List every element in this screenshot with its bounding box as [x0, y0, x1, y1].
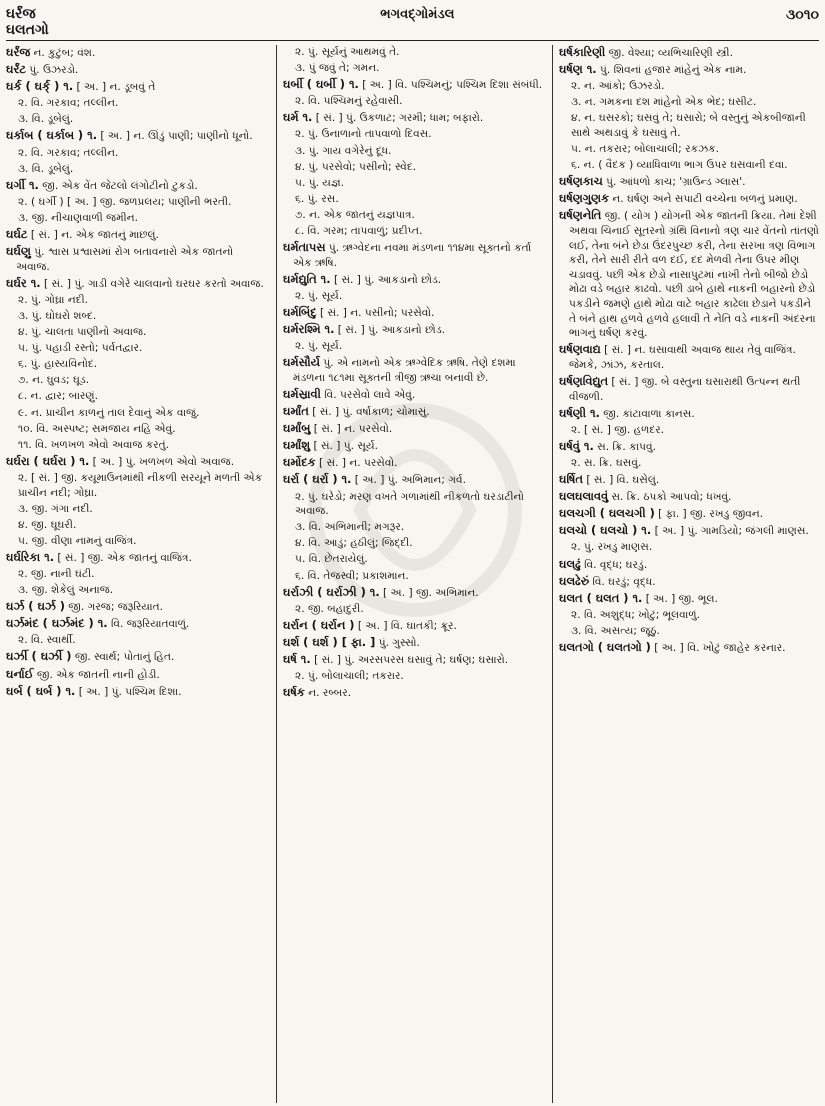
- definition: ૨. વિ. ગરકાવ; તલ્લીન.: [18, 146, 119, 159]
- entry-sense: [285, 490, 546, 519]
- definition: ૮. વિ. ગરમ; તાપવાળું; પ્રદીપ્ત.: [295, 225, 423, 238]
- headword: ઘલતગો ( ઘલતગો ): [559, 639, 651, 654]
- entry-sense: [561, 608, 819, 623]
- definition: ૨. પું. ઉનાળાનો તાપવાળો દિવસ.: [295, 128, 432, 141]
- definition: ૨. પું. સૂર્ય.: [295, 289, 343, 302]
- headword: ઘર્રા ( ઘર્રા ) ૧.: [283, 472, 352, 487]
- definition: ૨. વિ. ગરકાવ; તલ્લીન.: [18, 97, 119, 110]
- headword: ઘર્ષણ ૧.: [559, 62, 597, 77]
- entry-sense: [8, 211, 270, 226]
- entry-sense: [8, 518, 270, 533]
- dictionary-entry: [559, 523, 819, 539]
- definition: [ સં. ] જી. બે વસ્તુના ઘસારાથી ઉત્પન્ન થતી વીજળી.: [569, 375, 801, 403]
- definition: [ અ. ] પું. ખળખળ એવો અવાજ.: [92, 455, 235, 468]
- definition: ૨. ( ઘર્ગી ) [ અ. ] જી. જળપ્રલય; પાણીની ભરતી.: [18, 195, 232, 208]
- header-rule: [6, 40, 819, 41]
- entry-sense: [8, 309, 270, 324]
- dictionary-entry: [6, 276, 270, 292]
- headword: ઘલઘલાવવું: [559, 489, 609, 504]
- entry-sense: [8, 534, 270, 549]
- headword: ઘલઢેરું: [559, 573, 590, 588]
- dictionary-entry: [559, 640, 819, 656]
- definition: [ સં. ] પું. સૂર્ય.: [313, 440, 378, 453]
- definition: [ અ. ] પું. ગામડિયો; જંગલી માણસ.: [654, 525, 809, 538]
- headword: ઘલત ( ઘલત ) ૧.: [559, 590, 643, 605]
- dictionary-entry: [559, 374, 819, 404]
- dictionary-entry: [559, 591, 819, 607]
- entry-sense: [8, 325, 270, 340]
- dictionary-entry: [283, 421, 546, 437]
- definition: ૩. જી. નીચાણવાળી જમીન.: [18, 211, 138, 224]
- definition: ૨. વિ. પશ્ચિમનું રહેવાસી.: [295, 95, 403, 108]
- definition: જી. કાંટાવાળા કાનસ.: [603, 407, 695, 420]
- definition: ૬. વિ. તેજસ્વી; પ્રકાશમાન.: [295, 569, 409, 582]
- dictionary-entry: [283, 404, 546, 420]
- definition: ૧૦. વિ. અસ્પષ્ટ; સમજાય નહિ એવું.: [18, 422, 176, 435]
- dictionary-entry: [6, 599, 270, 615]
- entry-sense: [8, 112, 270, 127]
- definition: વિ. વૃદ્ધ; ઘરડું.: [584, 558, 648, 571]
- headword: ઘર્મોદક: [283, 455, 316, 470]
- definition: પું. ઉઝરડો.: [29, 64, 79, 77]
- definition: ૬. પું. રસ.: [295, 192, 339, 205]
- headword: ઘર્ક ( ઘર્ક્ ) ૧.: [6, 79, 74, 94]
- headword: ઘર્ષણગુણક: [559, 191, 610, 206]
- headword: ઘર્માંબુ: [283, 421, 311, 436]
- headword: ઘર્ઝી ( ઘર્ઝી ): [6, 649, 72, 664]
- definition: ૪. ન. ઘસરકો; ઘસવું તે; ઘસારો; બે વસ્તુનું એકબીજાની સાથે અથડાવું કે ઘસાવું તે.: [571, 112, 806, 139]
- definition: ૩. જી. શેકેલું અનાજ.: [18, 584, 114, 597]
- definition: ૩. વિ. ડૂબેલું.: [18, 113, 74, 126]
- definition: [ ફા. ] જી. રખડુ જીવન.: [658, 508, 764, 521]
- entry-sense: [561, 456, 819, 471]
- headword: ઘર્મ ૧.: [283, 110, 313, 125]
- definition: ન. કુટુંબ; વંશ.: [33, 47, 96, 59]
- definition: ન. ઘર્ષણ અને સપાટી વચ્ચેના બળનું પ્રમાણ.: [612, 193, 798, 206]
- headword: ઘર્મરશ્મિ ૧.: [283, 322, 335, 337]
- entry-sense: [8, 146, 270, 161]
- headword: ઘર્ષણવિદ્યુત: [559, 373, 609, 388]
- definition: પું. ઋગ્વેદના નવમા મંડળના ૧૧૪મા સૂક્તનો કર્તા એક ઋષિ.: [293, 242, 532, 269]
- entry-sense: [285, 339, 546, 354]
- headword: ઘર્મસૌર્ય: [283, 355, 320, 370]
- entry-sense: [8, 293, 270, 308]
- dictionary-entry: [283, 322, 546, 338]
- dictionary-entry: [6, 649, 270, 665]
- dictionary-entry: [559, 208, 819, 340]
- headword: ઘલઢું: [559, 556, 581, 571]
- headword: ઘર્ઝમંદ ( ઘર્ઝમંદ ) ૧.: [6, 616, 108, 631]
- dictionary-entry: [283, 685, 546, 701]
- entry-sense: [285, 552, 546, 567]
- definition: [ અ. ] જી. ભૂલ.: [645, 592, 718, 605]
- definition: [ સં. ] ન. પસીનો; પરસેવો.: [319, 307, 435, 319]
- definition: [ અ. ] પું. પશ્ચિમ દિશા.: [78, 685, 182, 698]
- definition: ૨. ન. આંકો; ઉઝરડો.: [571, 80, 665, 93]
- definition: ૨. પું. ઘરેડો; મરણ વખતે ગળામાંથી નીકળતો ઘરડાટીનો અવાજ.: [295, 490, 525, 518]
- headword: ઘર્ગી ૧.: [6, 177, 39, 192]
- dictionary-entry: [6, 244, 270, 274]
- dictionary-entry: [559, 489, 819, 505]
- entry-sense: [285, 176, 546, 191]
- entry-sense: [285, 224, 546, 239]
- headword: ઘર્ષિત: [559, 472, 583, 487]
- headword: ઘર્બી ( ઘર્બી ) ૧.: [283, 77, 359, 92]
- headword: ઘલચો ( ઘલચો ) ૧.: [559, 523, 652, 538]
- dictionary-entry: [559, 191, 819, 207]
- column-3: [552, 45, 819, 1103]
- dictionary-entry: [6, 62, 270, 78]
- header-guide-words: [6, 6, 49, 38]
- entry-sense: [561, 95, 819, 110]
- definition: ૨. પું. સૂર્યનું આથમવું તે.: [295, 46, 400, 58]
- entry-sense: [285, 94, 546, 109]
- headword: ઘર્ષણનેતિ: [559, 208, 602, 223]
- definition: [ અ. ] ન. ઊંડું પાણી; પાણીનો ધૂનો.: [100, 130, 253, 143]
- definition: [ સં. ] ન. એક જાતનું માછલું.: [30, 229, 159, 242]
- definition: ૪. પું. ચાલતા પાણીનો અવાજ.: [18, 326, 147, 339]
- definition: પું. શ્વાસ પ્રશ્વાસમાં રોગ બતાવનારો એક જાતનો અવાજ.: [16, 246, 234, 273]
- definition: [ સં. ] પું. ગાડી વગેરે ચાલવાનો ઘરઘર કરતો અવાજ.: [44, 277, 264, 290]
- page-header: [6, 6, 819, 40]
- dictionary-entry: [559, 439, 819, 455]
- dictionary-entry: [283, 585, 546, 601]
- definition: [ અ. ] પું. અભિમાન; ગર્વ.: [354, 474, 466, 487]
- dictionary-entry: [283, 472, 546, 488]
- entry-sense: [285, 602, 546, 617]
- definition: ૨. વિ. સ્વાર્થી.: [18, 634, 76, 647]
- headword: ઘર્ષણી ૧.: [559, 405, 600, 420]
- page-number: ૩૦૧૦: [785, 7, 819, 23]
- entry-sense: [285, 289, 546, 304]
- definition: ૩. પું જવું તે; ગમન.: [295, 62, 380, 75]
- dictionary-entry: [283, 652, 546, 668]
- definition: [ અ. ] ન. ડૂબવું તે: [76, 81, 156, 94]
- definition: [ સં. ] પું. ઉકળાટ; ગરમી; ધામ; બફારો.: [315, 112, 484, 125]
- entry-sense: [285, 536, 546, 551]
- entry-sense: [561, 624, 819, 639]
- definition: ૨. [ સં. ] જી. કયૂમાઉનમાંથી નીકળી સરયૂને મળતી એક પ્રાચીન નદી; ગોઘ્રા.: [18, 471, 263, 499]
- headword: ઘર્ઘણુ: [6, 244, 31, 259]
- definition: [ અ. ] વિ. ખોટું જાહેર કરનાર.: [654, 641, 786, 654]
- headword: ઘર્માંત: [283, 404, 309, 419]
- entry-sense: [8, 162, 270, 177]
- headword: ઘર્ઘટ: [6, 227, 28, 242]
- definition: વિ. ઘરડું; વૃદ્ધ.: [592, 575, 656, 588]
- dictionary-entry: [6, 684, 270, 700]
- book-title: ભગવદ્ગોમંડલ: [380, 7, 455, 22]
- headword: ઘર્ઝ ( ઘર્ઝ ): [6, 599, 65, 614]
- entry-sense: [8, 406, 270, 421]
- entry-sense: [285, 45, 546, 60]
- entry-sense: [8, 96, 270, 111]
- headword: ઘર્રાન ( ઘર્રાન ): [283, 617, 355, 632]
- headword: ઘર્ષક: [283, 685, 305, 700]
- definition: [ સં. ] પું. આકડાનો છોડ.: [337, 324, 446, 337]
- entry-sense: [285, 192, 546, 207]
- definition: સ. ક્રિ. કાપવું.: [597, 440, 656, 453]
- entry-sense: [285, 160, 546, 175]
- headword: ઘર્રંજ: [6, 45, 31, 59]
- dictionary-entry: [6, 454, 270, 470]
- dictionary-entry: [283, 635, 546, 651]
- definition: ૨. પું. બોલાચાલી; તકરાર.: [295, 670, 404, 683]
- entry-sense: [8, 471, 270, 500]
- headword: ઘર્ષણકાચ: [559, 174, 603, 189]
- definition: [ સં. ] ન. પરસેવો.: [319, 457, 398, 470]
- definition: ૨. [ સં. ] જી. હળદર.: [571, 423, 665, 436]
- definition: જી. સ્વાર્થ; પોતાનું હિત.: [74, 651, 175, 664]
- definition: પું. આંધળો કાચ; 'ગ્રાઉન્ડ ગ્લાસ'.: [606, 176, 746, 189]
- headword: ઘર્ઘરિકા ૧.: [6, 549, 55, 564]
- definition: ૬. પું. હાસ્યવિનોદ.: [18, 358, 98, 371]
- entry-sense: [285, 127, 546, 142]
- dictionary-entry: [559, 45, 819, 61]
- definition: ૫. વિ. છેતરાયેલું.: [295, 553, 368, 566]
- definition: જી. ( યોગ ) યોગની એક જાતની ક્રિયા. તેમાં દેશી અથવા ચિનાઈ સૂતરનો ગ્રંથિ વિનાનો ત્રણ ચાર વેંતનો તાંતણો લઈ, તેના બંને છેડા ઉંદરપુચ્છ કરી, તેના સરખા ત્રણ વિભાગ કરી, તેને સારી રીતે વળ દઈ, દદ મેળવી તેના ઉપર મીણ ચડાવવું. પછી એક છેડો નાસાપુટમાં નાખી તેનો બીજો છેડો મોઢા વડે બહાર કાઢવો. પછી ડાબે હાથે નાકની બહારનો છેડો પકડીને જમણે હાથે મોઢા વાટે બહાર કાઢેલા છેડાને પકડીને તે બંને હાથ હળવે હળવે હલાવી તે નેતિ વડે નાકની અંદરના ભાગનું ઘર્ષણ કરવું.: [569, 210, 819, 340]
- definition: ૬. ન. ( વૈદક ) વ્યાધિવાળા ભાગ ઉપર ઘસવાની દવા.: [571, 159, 788, 172]
- definition: વિ. પરસેવો લાવે એવું.: [324, 388, 416, 401]
- definition: ૫. ન. તકરાર; બોલાચાલી; રકઝક.: [571, 143, 720, 156]
- entry-sense: [285, 208, 546, 223]
- definition: [ અ. ] વિ. ઘાતકી; ક્રૂર.: [357, 619, 457, 632]
- definition: પું. એ નામનો એક ઋગ્વેદિક ઋષિ. તેણે દશમા મંડળના ૧૮૧મા સૂક્તની ત્રીજી ઋચા બનાવી છે.: [293, 357, 516, 384]
- definition: ૪. વિ. આડું; હઠીલું; જિદ્દી.: [295, 537, 413, 550]
- dictionary-entry: [283, 355, 546, 385]
- definition: ૨. પું. ગોઘ્રા નદી.: [18, 293, 89, 306]
- dictionary-entry: [283, 387, 546, 403]
- dictionary-entry: [559, 472, 819, 488]
- entry-sense: [285, 569, 546, 584]
- dictionary-entry: [6, 616, 270, 632]
- headword: ઘર્કાબ ( ઘર્કાબ ) ૧.: [6, 128, 98, 143]
- dictionary-entry: [283, 272, 546, 288]
- headword: ઘર્રંટ: [6, 62, 26, 77]
- definition: ૫. પું. પહાડી રસ્તો; પર્વતદ્વાર.: [18, 342, 143, 355]
- dictionary-entry: [283, 455, 546, 471]
- dictionary-entry: [6, 667, 270, 683]
- entry-sense: [8, 195, 270, 210]
- headword: ઘર્શ ( ઘર્શ ) [ ફા. ]: [283, 634, 376, 649]
- definition: જી. એક જાતની નાની હોડી.: [36, 668, 160, 681]
- definition: ૨. પું. સૂર્ય.: [295, 340, 343, 353]
- dictionary-entry: [559, 506, 819, 522]
- guide-word-last: ઘલતગો: [6, 22, 49, 38]
- dictionary-entry: [559, 557, 819, 573]
- definition: વિ. જરૂરિયાતવાળું.: [111, 618, 190, 631]
- headword: ઘર્મતાપસ: [283, 240, 326, 255]
- definition: [ અ. ] જી. અભિમાન.: [383, 586, 479, 599]
- headword: ઘર્મબિંદુ: [283, 305, 317, 319]
- dictionary-entry: [6, 79, 270, 95]
- dictionary-entry: [559, 174, 819, 190]
- definition: ૯. ન. પ્રાચીન કાળનું તાલ દેવાનું એક વાજું.: [18, 406, 200, 419]
- definition: [ સં. ] પું. અરસપરસ ઘસાવું તે; ઘર્ષણ; ઘસારો.: [314, 653, 509, 666]
- definition: [ સં. ] વિ. ઘસેલું.: [586, 474, 660, 487]
- definition: [ સં. ] પું. આકડાનો છોડ.: [333, 273, 442, 286]
- entry-sense: [561, 142, 819, 157]
- column-1: [6, 45, 276, 1103]
- definition: ૪. જી. ઘૂઘરી.: [18, 518, 77, 531]
- dictionary-entry: [283, 438, 546, 454]
- entry-sense: [8, 389, 270, 404]
- entry-sense: [561, 158, 819, 173]
- dictionary-entry: [6, 128, 270, 144]
- headword: ઘર્બ ( ઘર્બ ) ૧.: [6, 683, 76, 698]
- entry-sense: [8, 583, 270, 598]
- definition: ૩. વિ. ડૂબેલું.: [18, 162, 74, 175]
- definition: [ સં. ] જી. એક જાતનું વાજિંત્ર.: [57, 551, 192, 564]
- definition: ૧૧. વિ. ખળખળ એવો અવાજ કરતું.: [18, 438, 170, 451]
- entry-sense: [285, 144, 546, 159]
- entry-sense: [285, 669, 546, 684]
- dictionary-entry: [559, 574, 819, 590]
- definition: [ અ. ] વિ. પશ્ચિમનું; પશ્ચિમ દિશા સંબંધી.: [362, 79, 543, 92]
- definition: ૩. જી. ગંગા નદી.: [18, 502, 93, 515]
- headword: ઘર્ષવું ૧.: [559, 438, 594, 453]
- entry-sense: [8, 422, 270, 437]
- definition: [ સં. ] ન. પરસેવો.: [313, 423, 393, 436]
- entry-sense: [8, 502, 270, 517]
- dictionary-entry: [6, 227, 270, 243]
- guide-word-first: ઘર્રંજ: [6, 6, 36, 22]
- definition: પું. શિવનાં હજાર માંહેનું એક નામ.: [600, 64, 747, 77]
- headword: ઘર્મસ્રાવી: [283, 386, 321, 401]
- definition: ૩. ન. ગમકના દશ માંહેનો એક ભેદ; ઘસીટ.: [571, 96, 757, 109]
- entry-sense: [285, 61, 546, 76]
- definition: ૨. જી. નાની ઘંટી.: [18, 568, 95, 580]
- definition: ૨. પું. રખડુ માણસ.: [571, 541, 653, 554]
- definition: ૫. જી. વીણા નામનું વાજિંત્ર.: [18, 534, 137, 547]
- definition: સ. ક્રિ. ઠપકો આપવો; ધખવું.: [611, 491, 732, 504]
- dictionary-entry: [283, 77, 546, 93]
- definition: જી. એક વેંત જેટલો લંગોટીનો ટુકડો.: [42, 179, 198, 192]
- dictionary-entry: [283, 240, 546, 270]
- headword: ઘર્નાઈ: [6, 666, 34, 681]
- definition: ન. રબ્બર.: [308, 687, 352, 700]
- headword: ઘર્ષ ૧.: [283, 651, 311, 666]
- entry-columns: [6, 45, 819, 1103]
- dictionary-entry: [283, 110, 546, 126]
- entry-sense: [8, 373, 270, 388]
- definition: [ સં. ] પું. વર્ષાકાળ; ચોમાસું.: [312, 406, 430, 419]
- dictionary-entry: [283, 618, 546, 634]
- headword: ઘલચગી ( ઘલચગી ): [559, 506, 655, 521]
- headword: ઘર્રાઝી ( ઘર્રાઝી ) ૧.: [283, 584, 380, 599]
- entry-sense: [561, 540, 819, 555]
- column-2: [276, 45, 552, 1103]
- entry-sense: [8, 633, 270, 648]
- definition: ૩. પું. ગાય વગેરેનું દૂધ.: [295, 144, 392, 157]
- definition: ૨. જી. બહાદુરી.: [295, 602, 364, 615]
- entry-sense: [8, 567, 270, 582]
- entry-sense: [561, 111, 819, 140]
- headword: ઘર્ષકારિણી: [559, 45, 606, 59]
- definition: ૪. પું. પરસેવો; પસીનો; સ્વેદ.: [295, 160, 417, 173]
- dictionary-entry: [6, 550, 270, 566]
- entry-sense: [8, 341, 270, 356]
- dictionary-entry: [559, 342, 819, 372]
- dictionary-entry: [559, 62, 819, 78]
- definition: ૭. ન. એક જાતનું યજ્ઞપાત્ર.: [295, 208, 415, 221]
- definition: ૩. પું. ઘોઘરો શબ્દ.: [18, 310, 97, 322]
- entry-sense: [285, 520, 546, 535]
- definition: ૩. વિ. અભિમાની; મગરૂર.: [295, 521, 405, 534]
- dictionary-entry: [283, 305, 546, 321]
- dictionary-entry: [6, 178, 270, 194]
- dictionary-entry: [6, 45, 270, 61]
- definition: ૭. ન. ઘુવડ; ઘૂડ.: [18, 374, 90, 387]
- dictionary-entry: [559, 406, 819, 422]
- entry-sense: [8, 438, 270, 453]
- definition: જી. ગરજ; જરૂરિયાત.: [68, 601, 163, 614]
- entry-sense: [561, 79, 819, 94]
- headword: ઘર્ષણવાદ્ય: [559, 342, 601, 357]
- definition: જી. વેશ્યા; વ્યભિચારિણી સ્ત્રી.: [608, 47, 733, 59]
- definition: ૮. ન. દ્વાર; બારણું.: [18, 390, 98, 403]
- headword: ઘર્ઘર ૧.: [6, 275, 41, 290]
- definition: ૫. પું. યજ્ઞ.: [295, 176, 345, 189]
- definition: [ સં. ] ન. ઘસાવાથી અવાજ થાય તેવું વાજિંત્ર. જેમકે, ઝાંઝ, કરતાલ.: [569, 344, 796, 371]
- definition: ૨. વિ. અશુદ્ધ; ખોટું; ભૂલવાળું.: [571, 608, 701, 621]
- entry-sense: [8, 357, 270, 372]
- headword: ઘર્માંશુ: [283, 438, 311, 453]
- headword: ઘર્ઘરા ( ઘર્ઘરા ) ૧.: [6, 453, 90, 468]
- entry-sense: [561, 423, 819, 438]
- definition: ૨. સ. ક્રિ. ઘસવું.: [571, 456, 642, 469]
- definition: પું. ગુસ્સો.: [378, 636, 420, 649]
- definition: ૩. વિ. અસત્ય; જૂઠું.: [571, 624, 660, 637]
- headword: ઘર્મદ્યુતિ ૧.: [283, 271, 331, 286]
